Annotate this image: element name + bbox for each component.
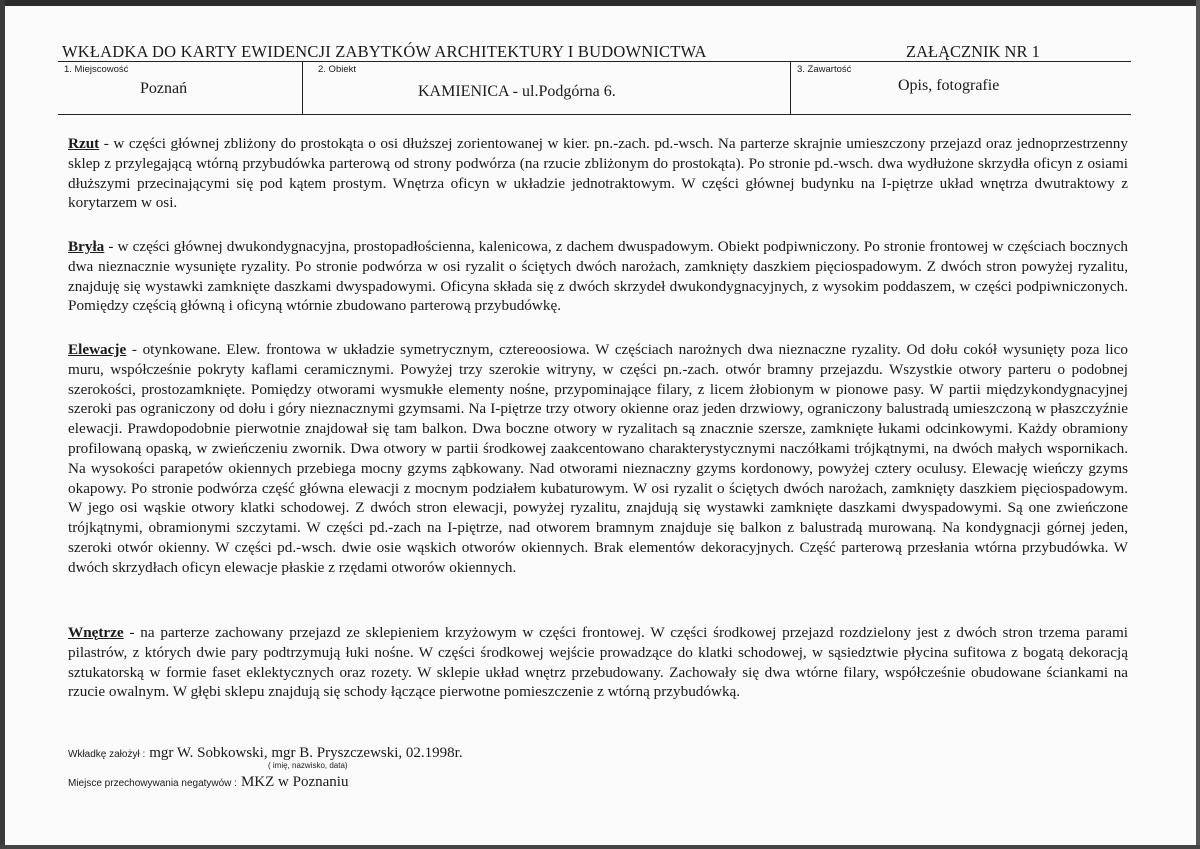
scan-border-right (1196, 0, 1200, 849)
fields-rule (58, 114, 1131, 115)
field-value-object: KAMIENICA - ul.Podgórna 6. (418, 83, 616, 100)
section-text: - w części głównej zbliżony do prostokąta o osi dłuższej zorientowanej w kier. pn.-zach. pd.-wsch. Na parterze skrajnie umieszczony przejazd oraz jednoprzestrzenny sklep z przylegającą wtórną przybudówka parterową od strony podwórza (na rzucie zbliżonym do prostokąta). Po stronie pd.-wsch. dwa wydłużone skrzydła oficyn z osiami dłuższymi przecinającymi się pod kątem prostym. Wnętrza oficyn w układzie jednotraktowym. W części głównej budynku na I-piętrze układ wnętrza dwutraktowy z korytarzem w osi. (68, 135, 1128, 212)
field-divider (790, 62, 791, 114)
created-note: ( imię, nazwisko, data) (268, 761, 348, 770)
created-label: Wkładkę założył : (68, 749, 146, 760)
section-bryla (68, 237, 1128, 316)
scan-border-bottom (0, 845, 1200, 849)
section-heading: Elewacje (68, 341, 127, 358)
storage-value: MKZ w Poznaniu (240, 774, 349, 790)
scan-border-top (0, 0, 1200, 6)
field-label-locality: 1. Miejscowość (64, 64, 129, 75)
section-text: - otynkowane. Elew. frontowa w układzie symetrycznym, cztereoosiowa. W częściach narożnych dwa nieznaczne ryzality. Od dołu cokół wysunięty poza lico muru, współcześnie pokryty kaflami ceramicznymi. Powyżej trzy szerokie witryny, w części pn.-zach. otwór bramny przejazdu. Wszystkie otwory parteru o podobnej szerokości, prostozamknięte. Pomiędzy otworami wysmukłe elementy nośne, przypominające filary, z licem żłobionym w pionowe pasy. W partii międzykondygnacyjnej szeroki pas ograniczony od dołu i góry nieznacznymi gzymsami. Na I-piętrze trzy otwory okienne oraz jeden drzwiowy, ograniczony balustradą umieszczoną w płaszczyźnie elewacji. Prawdopodobnie pierwotnie znajdował się tam balkon. Dwa boczne otwory w ryzalitach są znacznie szersze, zamknięte łukami odcinkowymi. Każdy obramiony profilowaną opaską, w zwieńczeniu zwornik. Dwa otwory w partii środkowej zaakcentowano charakterystycznymi naczółkami trójkątnymi, na dwóch małych wspornikach. Na wysokości parapetów okiennych przebiega mocny gzyms ząbkowany. Nad otworami nieznaczny gzyms kordonowy, powyżej cztery oculusy. Elewację wieńczy gzyms okapowy. Po stronie podwórza część główna elewacji z mocnym podziałem kubaturowym. W osi ryzalit o ściętych dwóch narożach, zamknięty daszkiem pięciospadowym. W jego osi wąskie otwory klatki schodowej. Z dwóch stron elewacji, powyżej ryzalitu, znajdują się wystawki zamknięte daszkami dwyspadowymi. Są one zwieńczone trójkątnymi, obramionymi szczytami. W części pd.-zach na I-piętrze, nad otworem bramnym znajduje się balkon z balustradą murowaną. Na kondygnacji górnej jeden, szeroki otwór okienny. W części pd.-wsch. dwie osie wąskich otworów okiennych. Brak elementów dekoracyjnych. Część parterową przesłania wtórna przybudówka. W dwóch skrzydłach oficyn elewacje płaskie z rzędami otworów okiennych. (68, 341, 1128, 576)
section-heading: Bryła (68, 238, 105, 255)
field-value-contents: Opis, fotografie (898, 77, 1000, 94)
field-divider (302, 62, 303, 114)
section-rzut (68, 134, 1128, 213)
section-text: - w części głównej dwukondygnacyjna, prostopadłościenna, kalenicowa, z dachem dwuspadowym. Obiekt podpiwniczony. Po stronie frontowej w częściach bocznych dwa nieznacznie wysunięte ryzality. Po stronie podwórza w osi ryzalit o ściętych dwóch narożach, zamknięty daszkiem pięciospadowym. Z dwóch stron powyżej ryzalitu, znajduję się wystawki zamknięte daszkami dwyspadowymi. Oficyna składa się z dwóch skrzydeł dwukondygnacyjnych, z wysokim poddaszem, w części podpiwniczonych. Pomiędzy częścią główną i oficyną wtórnie zbudowano parterową przybudówkę. (68, 238, 1128, 315)
section-heading: Wnętrze (68, 624, 124, 641)
document-title: WKŁADKA DO KARTY EWIDENCJI ZABYTKÓW ARCHITEKTURY I BUDOWNICTWA (62, 42, 707, 61)
scan-border-left (0, 0, 5, 849)
section-elewacje (68, 340, 1128, 578)
created-value: mgr W. Sobkowski, mgr B. Pryszczewski, 02.1998r. (149, 745, 463, 761)
section-text: - na parterze zachowany przejazd ze sklepieniem krzyżowym w części frontowej. W części środkowej przejazd rozdzielony jest z dwóch stron trzema parami pilastrów, z których dwie pary podtrzymują łuki nośne. W części środkowej wejście prowadzące do klatki schodowej, w sąsiedztwie płycina sufitowa z bogatą dekoracją sztukatorską w formie faset eklektycznych oraz rozety. W sklepie układ wnętrz przebudowany. Zachowały się dwa wtórne filary, współcześnie obudowane ściankami na rzucie owalnym. W głębi sklepu znajdują się schody łączące pierwotne pomieszczenie z wtórną przybudówką. (68, 624, 1128, 701)
annex-label: ZAŁĄCZNIK NR 1 (906, 42, 1040, 61)
footer-created (68, 744, 463, 762)
storage-label: Miejsce przechowywania negatywów : (68, 778, 237, 789)
header-rule (58, 61, 1131, 62)
field-label-object: 2. Obiekt (318, 64, 357, 75)
section-heading: Rzut (68, 135, 100, 152)
section-wnetrze (68, 623, 1128, 702)
field-label-contents: 3. Zawartość (797, 64, 852, 75)
field-value-locality: Poznań (140, 80, 188, 97)
footer-storage (68, 773, 348, 791)
